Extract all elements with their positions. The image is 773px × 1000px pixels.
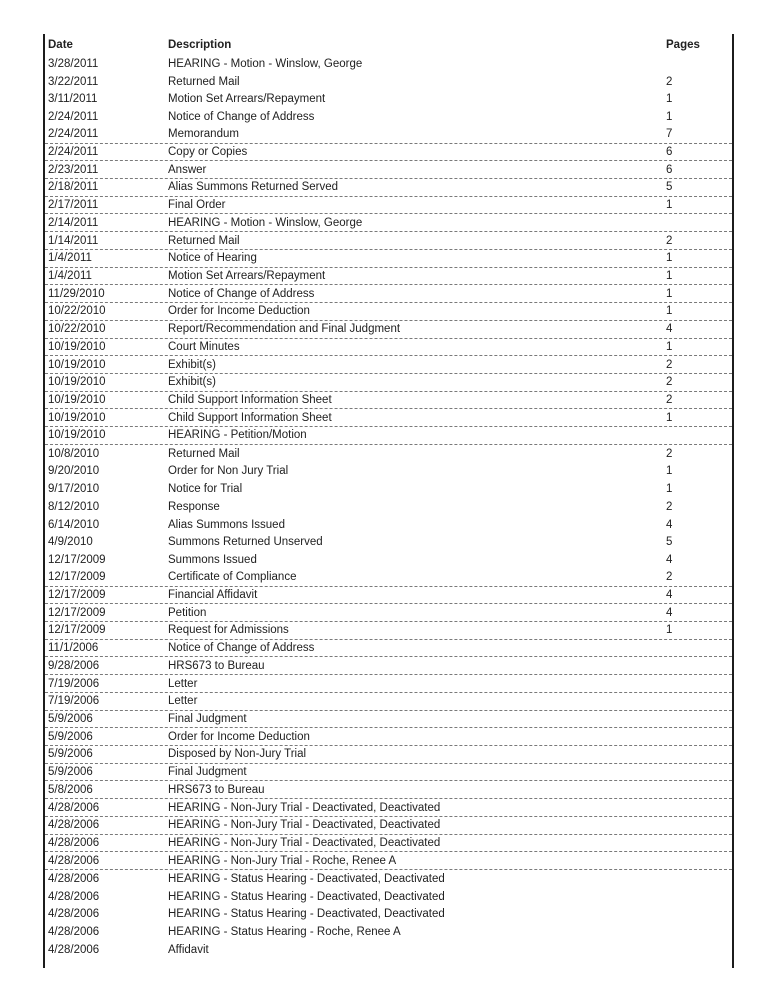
date-cell: 2/24/2011 bbox=[48, 128, 99, 141]
date-cell: 2/24/2011 bbox=[48, 111, 99, 124]
date-cell: 4/28/2006 bbox=[48, 908, 100, 921]
table-row bbox=[45, 214, 732, 232]
table-row bbox=[45, 161, 732, 179]
date-cell: 4/28/2006 bbox=[48, 872, 100, 885]
table-row bbox=[45, 480, 732, 498]
pages-cell: 4 bbox=[666, 588, 673, 601]
date-cell: 6/14/2010 bbox=[48, 518, 100, 531]
date-cell: 12/17/2009 bbox=[48, 624, 106, 637]
description-cell: Returned Mail bbox=[168, 234, 240, 247]
pages-cell: 5 bbox=[666, 181, 673, 194]
table-row bbox=[45, 693, 732, 711]
table-row bbox=[45, 498, 732, 516]
pages-cell: 1 bbox=[666, 269, 673, 282]
pages-cell: 1 bbox=[666, 111, 673, 124]
description-cell: Copy or Copies bbox=[168, 145, 248, 158]
pages-cell: 4 bbox=[666, 606, 673, 619]
table-row bbox=[45, 622, 732, 640]
pages-cell: 2 bbox=[666, 447, 673, 460]
date-cell: 2/24/2011 bbox=[48, 145, 99, 158]
date-cell: 10/19/2010 bbox=[48, 376, 106, 389]
pages-cell: 2 bbox=[666, 394, 673, 407]
table-row bbox=[45, 445, 732, 463]
column-header-pages: Pages bbox=[666, 38, 700, 51]
date-cell: 4/28/2006 bbox=[48, 890, 100, 903]
date-cell: 10/19/2010 bbox=[48, 411, 106, 424]
description-cell: Alias Summons Returned Served bbox=[168, 181, 339, 194]
table-row bbox=[45, 870, 732, 888]
table-row bbox=[45, 321, 732, 339]
description-cell: Motion Set Arrears/Repayment bbox=[168, 269, 326, 282]
pages-cell: 1 bbox=[666, 93, 673, 106]
date-cell: 1/4/2011 bbox=[48, 252, 92, 265]
table-row bbox=[45, 888, 732, 906]
description-cell: Financial Affidavit bbox=[168, 588, 258, 601]
table-row bbox=[45, 817, 732, 835]
pages-cell: 2 bbox=[666, 571, 673, 584]
description-cell: Exhibit(s) bbox=[168, 358, 216, 371]
table-row bbox=[45, 675, 732, 693]
table-row bbox=[45, 604, 732, 622]
table-row bbox=[45, 533, 732, 551]
date-cell: 12/17/2009 bbox=[48, 606, 106, 619]
date-cell: 3/11/2011 bbox=[48, 93, 98, 106]
pages-cell: 6 bbox=[666, 145, 673, 158]
description-cell: Returned Mail bbox=[168, 75, 240, 88]
pages-cell: 5 bbox=[666, 536, 673, 549]
table-row bbox=[45, 746, 732, 764]
pages-cell: 4 bbox=[666, 518, 673, 531]
table-row bbox=[45, 657, 732, 675]
date-cell: 3/28/2011 bbox=[48, 57, 99, 70]
pages-cell: 1 bbox=[666, 624, 673, 637]
table-header-row bbox=[45, 34, 732, 55]
description-cell: Notice of Change of Address bbox=[168, 111, 315, 124]
description-cell: Request for Admissions bbox=[168, 624, 289, 637]
table-row bbox=[45, 144, 732, 162]
pages-cell: 2 bbox=[666, 358, 673, 371]
date-cell: 3/22/2011 bbox=[48, 75, 99, 88]
date-cell: 10/19/2010 bbox=[48, 394, 106, 407]
date-cell: 5/9/2006 bbox=[48, 730, 93, 743]
description-cell: Disposed by Non-Jury Trial bbox=[168, 748, 307, 761]
pages-cell: 7 bbox=[666, 128, 673, 141]
date-cell: 4/28/2006 bbox=[48, 819, 100, 832]
description-cell: Petition bbox=[168, 606, 207, 619]
table-row bbox=[45, 427, 732, 445]
table-row bbox=[45, 73, 732, 91]
date-cell: 10/19/2010 bbox=[48, 340, 106, 353]
date-cell: 1/14/2011 bbox=[48, 234, 99, 247]
table-row bbox=[45, 250, 732, 268]
description-cell: Response bbox=[168, 500, 220, 513]
table-row bbox=[45, 126, 732, 144]
description-cell: Child Support Information Sheet bbox=[168, 411, 332, 424]
pages-cell: 4 bbox=[666, 323, 673, 336]
table-row bbox=[45, 551, 732, 569]
description-cell: Order for Income Deduction bbox=[168, 730, 310, 743]
description-cell: Alias Summons Issued bbox=[168, 518, 285, 531]
description-cell: Letter bbox=[168, 695, 198, 708]
table-row bbox=[45, 179, 732, 197]
pages-cell: 1 bbox=[666, 287, 673, 300]
table-row bbox=[45, 781, 732, 799]
date-cell: 4/28/2006 bbox=[48, 943, 100, 956]
table-row bbox=[45, 374, 732, 392]
description-cell: Court Minutes bbox=[168, 340, 240, 353]
description-cell: Report/Recommendation and Final Judgment bbox=[168, 323, 401, 336]
description-cell: Summons Returned Unserved bbox=[168, 536, 323, 549]
date-cell: 12/17/2009 bbox=[48, 588, 106, 601]
description-cell: Notice of Hearing bbox=[168, 252, 257, 265]
description-cell: Returned Mail bbox=[168, 447, 240, 460]
description-cell: Notice for Trial bbox=[168, 483, 243, 496]
date-cell: 4/9/2010 bbox=[48, 536, 93, 549]
description-cell: HEARING - Status Hearing - Deactivated, Deactivated bbox=[168, 872, 445, 885]
date-cell: 11/1/2006 bbox=[48, 642, 99, 655]
date-cell: 9/20/2010 bbox=[48, 465, 100, 478]
table-row bbox=[45, 285, 732, 303]
description-cell: Notice of Change of Address bbox=[168, 287, 315, 300]
pages-cell: 2 bbox=[666, 500, 673, 513]
description-cell: HRS673 to Bureau bbox=[168, 783, 265, 796]
pages-cell: 4 bbox=[666, 553, 673, 566]
pages-cell: 1 bbox=[666, 483, 673, 496]
description-cell: HEARING - Motion - Winslow, George bbox=[168, 216, 363, 229]
table-row bbox=[45, 569, 732, 587]
date-cell: 4/28/2006 bbox=[48, 854, 100, 867]
description-cell: HEARING - Status Hearing - Roche, Renee A bbox=[168, 926, 401, 939]
pages-cell: 1 bbox=[666, 252, 673, 265]
description-cell: Memorandum bbox=[168, 128, 239, 141]
description-cell: Order for Non Jury Trial bbox=[168, 465, 289, 478]
table-row bbox=[45, 356, 732, 374]
description-cell: HEARING - Motion - Winslow, George bbox=[168, 57, 363, 70]
table-row bbox=[45, 108, 732, 126]
description-cell: Exhibit(s) bbox=[168, 376, 216, 389]
table-row bbox=[45, 268, 732, 286]
table-row bbox=[45, 941, 732, 959]
description-cell: HEARING - Non-Jury Trial - Roche, Renee A bbox=[168, 854, 397, 867]
description-cell: Letter bbox=[168, 677, 198, 690]
date-cell: 2/18/2011 bbox=[48, 181, 99, 194]
description-cell: HEARING - Status Hearing - Deactivated, Deactivated bbox=[168, 890, 445, 903]
table-row bbox=[45, 852, 732, 870]
date-cell: 4/28/2006 bbox=[48, 801, 100, 814]
table-row bbox=[45, 339, 732, 357]
docket-table bbox=[43, 34, 734, 968]
table-row bbox=[45, 516, 732, 534]
date-cell: 5/9/2006 bbox=[48, 712, 93, 725]
table-row bbox=[45, 587, 732, 605]
table-row bbox=[45, 392, 732, 410]
date-cell: 4/28/2006 bbox=[48, 926, 100, 939]
pages-cell: 6 bbox=[666, 163, 673, 176]
table-row bbox=[45, 55, 732, 73]
description-cell: Answer bbox=[168, 163, 207, 176]
pages-cell: 1 bbox=[666, 305, 673, 318]
description-cell: Motion Set Arrears/Repayment bbox=[168, 93, 326, 106]
description-cell: Final Judgment bbox=[168, 712, 247, 725]
table-row bbox=[45, 640, 732, 658]
table-row bbox=[45, 799, 732, 817]
table-body bbox=[45, 55, 732, 959]
description-cell: Child Support Information Sheet bbox=[168, 394, 332, 407]
description-cell: Order for Income Deduction bbox=[168, 305, 310, 318]
date-cell: 4/28/2006 bbox=[48, 836, 100, 849]
description-cell: Affidavit bbox=[168, 943, 209, 956]
date-cell: 7/19/2006 bbox=[48, 695, 100, 708]
table-row bbox=[45, 90, 732, 108]
date-cell: 12/17/2009 bbox=[48, 553, 106, 566]
date-cell: 2/14/2011 bbox=[48, 216, 99, 229]
column-header-date: Date bbox=[48, 38, 73, 51]
description-cell: HEARING - Non-Jury Trial - Deactivated, Deactivated bbox=[168, 836, 441, 849]
table-row bbox=[45, 197, 732, 215]
table-row bbox=[45, 835, 732, 853]
description-cell: Summons Issued bbox=[168, 553, 257, 566]
date-cell: 5/8/2006 bbox=[48, 783, 93, 796]
pages-cell: 2 bbox=[666, 376, 673, 389]
description-cell: Final Order bbox=[168, 199, 226, 212]
date-cell: 10/22/2010 bbox=[48, 305, 106, 318]
date-cell: 7/19/2006 bbox=[48, 677, 100, 690]
date-cell: 10/8/2010 bbox=[48, 447, 100, 460]
pages-cell: 1 bbox=[666, 340, 673, 353]
table-row bbox=[45, 232, 732, 250]
date-cell: 2/17/2011 bbox=[48, 199, 99, 212]
pages-cell: 2 bbox=[666, 234, 673, 247]
date-cell: 10/19/2010 bbox=[48, 358, 106, 371]
table-row bbox=[45, 463, 732, 481]
pages-cell: 1 bbox=[666, 411, 673, 424]
description-cell: Certificate of Compliance bbox=[168, 571, 297, 584]
date-cell: 11/29/2010 bbox=[48, 287, 105, 300]
description-cell: HEARING - Non-Jury Trial - Deactivated, Deactivated bbox=[168, 801, 441, 814]
table-row bbox=[45, 906, 732, 924]
pages-cell: 2 bbox=[666, 75, 673, 88]
date-cell: 8/12/2010 bbox=[48, 500, 100, 513]
date-cell: 12/17/2009 bbox=[48, 571, 106, 584]
description-cell: HEARING - Petition/Motion bbox=[168, 429, 307, 442]
table-row bbox=[45, 764, 732, 782]
table-row bbox=[45, 303, 732, 321]
date-cell: 2/23/2011 bbox=[48, 163, 99, 176]
description-cell: Final Judgment bbox=[168, 766, 247, 779]
date-cell: 5/9/2006 bbox=[48, 766, 93, 779]
date-cell: 10/22/2010 bbox=[48, 323, 106, 336]
description-cell: HRS673 to Bureau bbox=[168, 659, 265, 672]
table-row bbox=[45, 923, 732, 941]
pages-cell: 1 bbox=[666, 465, 673, 478]
table-row bbox=[45, 409, 732, 427]
date-cell: 9/17/2010 bbox=[48, 483, 100, 496]
description-cell: HEARING - Non-Jury Trial - Deactivated, Deactivated bbox=[168, 819, 441, 832]
description-cell: HEARING - Status Hearing - Deactivated, Deactivated bbox=[168, 908, 445, 921]
pages-cell: 1 bbox=[666, 199, 673, 212]
date-cell: 9/28/2006 bbox=[48, 659, 100, 672]
table-row bbox=[45, 728, 732, 746]
date-cell: 1/4/2011 bbox=[48, 269, 92, 282]
column-header-description: Description bbox=[168, 38, 232, 51]
table-row bbox=[45, 711, 732, 729]
date-cell: 10/19/2010 bbox=[48, 429, 106, 442]
date-cell: 5/9/2006 bbox=[48, 748, 93, 761]
description-cell: Notice of Change of Address bbox=[168, 642, 315, 655]
